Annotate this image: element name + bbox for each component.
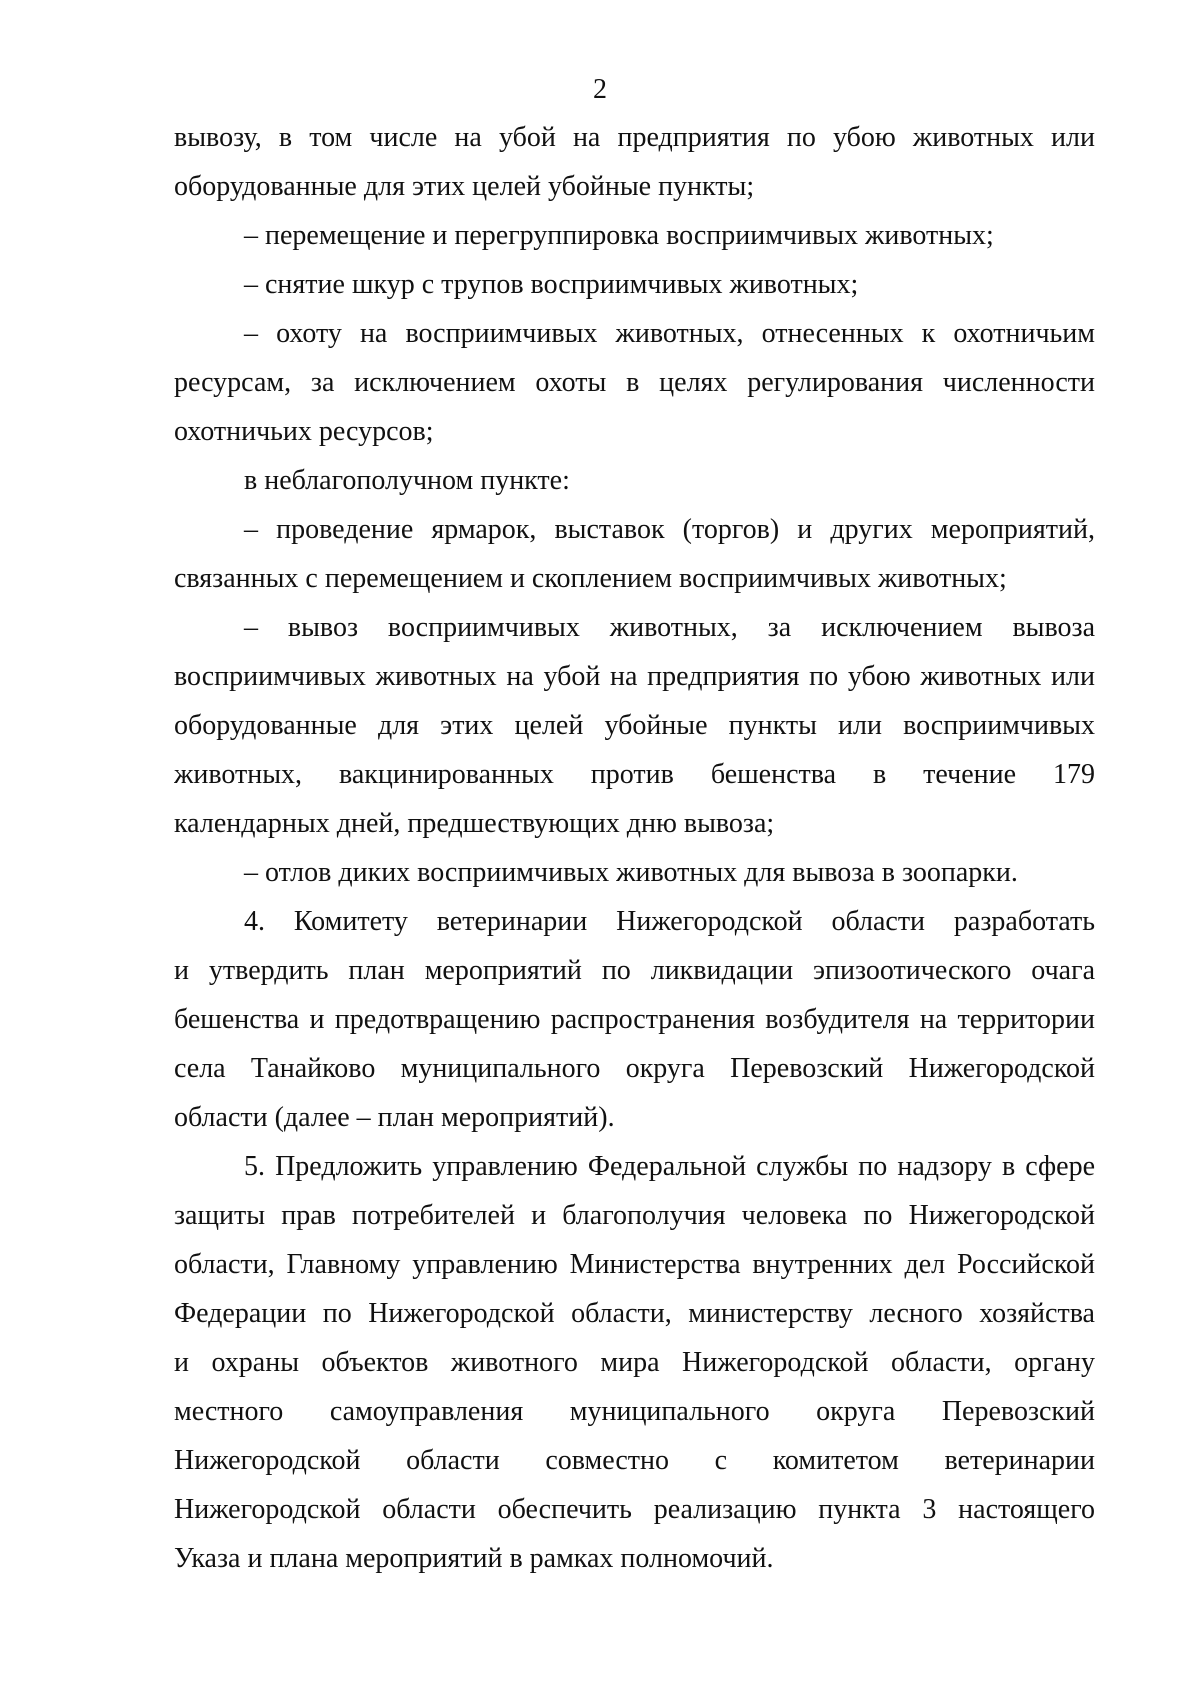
text-line: Указа и плана мероприятий в рамках полномочий.	[174, 1543, 774, 1574]
page-number: 2	[593, 74, 607, 105]
text-line: – отлов диких восприимчивых животных для вывоза в зоопарки.	[244, 857, 1018, 888]
text-line: Нижегородской области обеспечить реализацию пункта 3 настоящего	[174, 1494, 1095, 1525]
text-line: в неблагополучном пункте:	[244, 465, 570, 496]
text-line: календарных дней, предшествующих дню вывоза;	[174, 808, 775, 839]
text-line: 5. Предложить управлению Федеральной службы по надзору в сфере	[244, 1151, 1095, 1182]
text-line: Федерации по Нижегородской области, министерству лесного хозяйства	[174, 1298, 1095, 1329]
text-line: оборудованные для этих целей убойные пункты;	[174, 171, 755, 202]
text-line: – вывоз восприимчивых животных, за исключением вывоза	[244, 612, 1095, 643]
text-line: села Танайково муниципального округа Перевозский Нижегородской	[174, 1053, 1095, 1084]
text-line: – охоту на восприимчивых животных, отнесенных к охотничьим	[244, 318, 1095, 349]
text-line: – снятие шкур с трупов восприимчивых животных;	[244, 269, 859, 300]
text-line: оборудованные для этих целей убойные пункты или восприимчивых	[174, 710, 1095, 741]
text-line: животных, вакцинированных против бешенства в течение 179	[174, 759, 1095, 790]
text-line: бешенства и предотвращению распространения возбудителя на территории	[174, 1004, 1095, 1035]
text-line: – проведение ярмарок, выставок (торгов) и других мероприятий,	[244, 514, 1095, 545]
text-line: ресурсам, за исключением охоты в целях регулирования численности	[174, 367, 1095, 398]
text-line: Нижегородской области совместно с комитетом ветеринарии	[174, 1445, 1095, 1476]
text-line: местного самоуправления муниципального округа Перевозский	[174, 1396, 1095, 1427]
text-line: и утвердить план мероприятий по ликвидации эпизоотического очага	[174, 955, 1095, 986]
text-line: связанных с перемещением и скоплением восприимчивых животных;	[174, 563, 1007, 594]
text-line: охотничьих ресурсов;	[174, 416, 434, 447]
text-line: вывозу, в том числе на убой на предприятия по убою животных или	[174, 122, 1095, 153]
text-line: области (далее – план мероприятий).	[174, 1102, 615, 1133]
text-line: области, Главному управлению Министерства внутренних дел Российской	[174, 1249, 1095, 1280]
text-line: защиты прав потребителей и благополучия человека по Нижегородской	[174, 1200, 1095, 1231]
text-line: 4. Комитету ветеринарии Нижегородской области разработать	[244, 906, 1095, 937]
text-line: и охраны объектов животного мира Нижегородской области, органу	[174, 1347, 1095, 1378]
document-body	[174, 113, 1095, 1583]
text-line: восприимчивых животных на убой на предприятия по убою животных или	[174, 661, 1095, 692]
text-line: – перемещение и перегруппировка восприимчивых животных;	[244, 220, 994, 251]
